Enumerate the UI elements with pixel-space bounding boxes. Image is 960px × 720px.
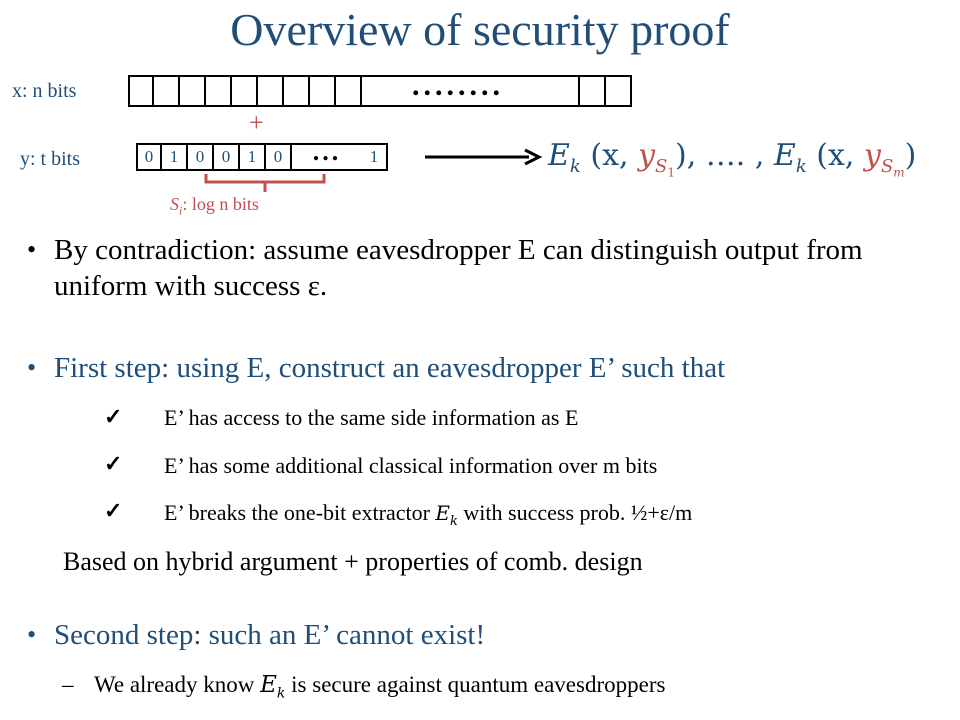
y-bit-cell: 1 — [240, 143, 266, 171]
check-icon: ✓ — [104, 404, 123, 429]
x-bit-cell — [606, 75, 632, 107]
y-bit-cell: 0 — [136, 143, 162, 171]
x-bit-ellipsis — [362, 69, 554, 107]
bullet-contradiction: By contradiction: assume eavesdropper E can distinguish output from uniform with success ε. — [54, 234, 863, 302]
formula-open1: (x, — [580, 138, 639, 173]
check-item-classical-info: E’ has some additional classical information over m bits — [164, 453, 658, 478]
x-label: x: n bits — [12, 80, 77, 102]
formula-sm: m — [893, 165, 905, 180]
subset-label — [170, 193, 259, 222]
bullet-icon: • — [27, 620, 37, 649]
formula-mid: ), …. , — [675, 138, 774, 173]
check-item-side-info: E’ has access to the same side information as E — [164, 405, 579, 430]
formula-k: k — [569, 156, 581, 177]
x-bit-cell — [206, 75, 232, 107]
dash-item-secure — [94, 670, 665, 709]
check-c3-pre: E’ breaks the one-bit extractor — [164, 500, 436, 525]
check-c3-post: with success prob. ½+ε/m — [457, 500, 693, 525]
x-bit-cell — [180, 75, 206, 107]
y-bit-ellipsis — [292, 137, 362, 171]
formula-s1: 1 — [667, 165, 675, 180]
bullet-icon: • — [27, 353, 37, 382]
y-dots: ... — [312, 137, 342, 166]
dash-post: is secure against quantum eavesdroppers — [285, 672, 666, 697]
y-bit-cell: 0 — [266, 143, 292, 171]
x-bit-cell — [128, 75, 154, 107]
bullet-second-step: Second step: such an E’ cannot exist! — [54, 619, 486, 651]
check-c3-k: k — [450, 514, 458, 529]
subset-label-index: i — [179, 203, 183, 218]
extractor-output-formula — [548, 136, 916, 193]
dash-pre: We already know — [94, 672, 261, 697]
dash-E: E — [260, 672, 277, 698]
x-bit-cell — [336, 75, 362, 107]
formula-open2: (x, — [806, 138, 864, 173]
formula-E2: E — [773, 138, 796, 173]
formula-y2: y — [863, 138, 881, 173]
formula-E: E — [548, 138, 570, 173]
bullet-icon: • — [27, 235, 37, 264]
y-bit-row — [136, 137, 388, 171]
formula-close: ) — [904, 138, 917, 173]
y-bit-cell: 1 — [362, 143, 388, 171]
x-bit-cell — [554, 75, 580, 107]
y-bit-cell: 0 — [214, 143, 240, 171]
x-bit-cell — [232, 75, 258, 107]
subset-label-text: : log n bits — [182, 194, 259, 214]
x-bit-cell — [310, 75, 336, 107]
x-dots: ........ — [412, 69, 504, 102]
check-icon: ✓ — [104, 498, 123, 523]
dash-icon: – — [62, 672, 74, 697]
dash-k: k — [276, 685, 286, 702]
check-icon: ✓ — [104, 451, 123, 476]
y-bit-cell: 1 — [162, 143, 188, 171]
formula-S2: S — [880, 156, 894, 177]
formula-S: S — [655, 156, 668, 177]
check-item-breaks-extractor — [164, 498, 692, 537]
y-label: y: t bits — [20, 148, 81, 170]
formula-y: y — [638, 138, 656, 173]
formula-k2: k — [795, 156, 807, 177]
y-bit-cell: 0 — [188, 143, 214, 171]
x-bit-cell — [284, 75, 310, 107]
x-bit-cell — [580, 75, 606, 107]
hybrid-argument-note: Based on hybrid argument + properties of comb. design — [63, 547, 643, 576]
x-bit-cell — [258, 75, 284, 107]
slide-title: Overview of security proof — [230, 4, 730, 55]
check-c3-E: E — [435, 501, 451, 525]
x-bit-row — [128, 69, 632, 107]
x-bit-cell — [154, 75, 180, 107]
right-arrow-icon — [425, 145, 543, 169]
plus-sign: + — [249, 108, 264, 137]
bullet-first-step: First step: using E, construct an eavesdropper E’ such that — [54, 352, 726, 384]
subset-label-var: S — [170, 194, 179, 214]
